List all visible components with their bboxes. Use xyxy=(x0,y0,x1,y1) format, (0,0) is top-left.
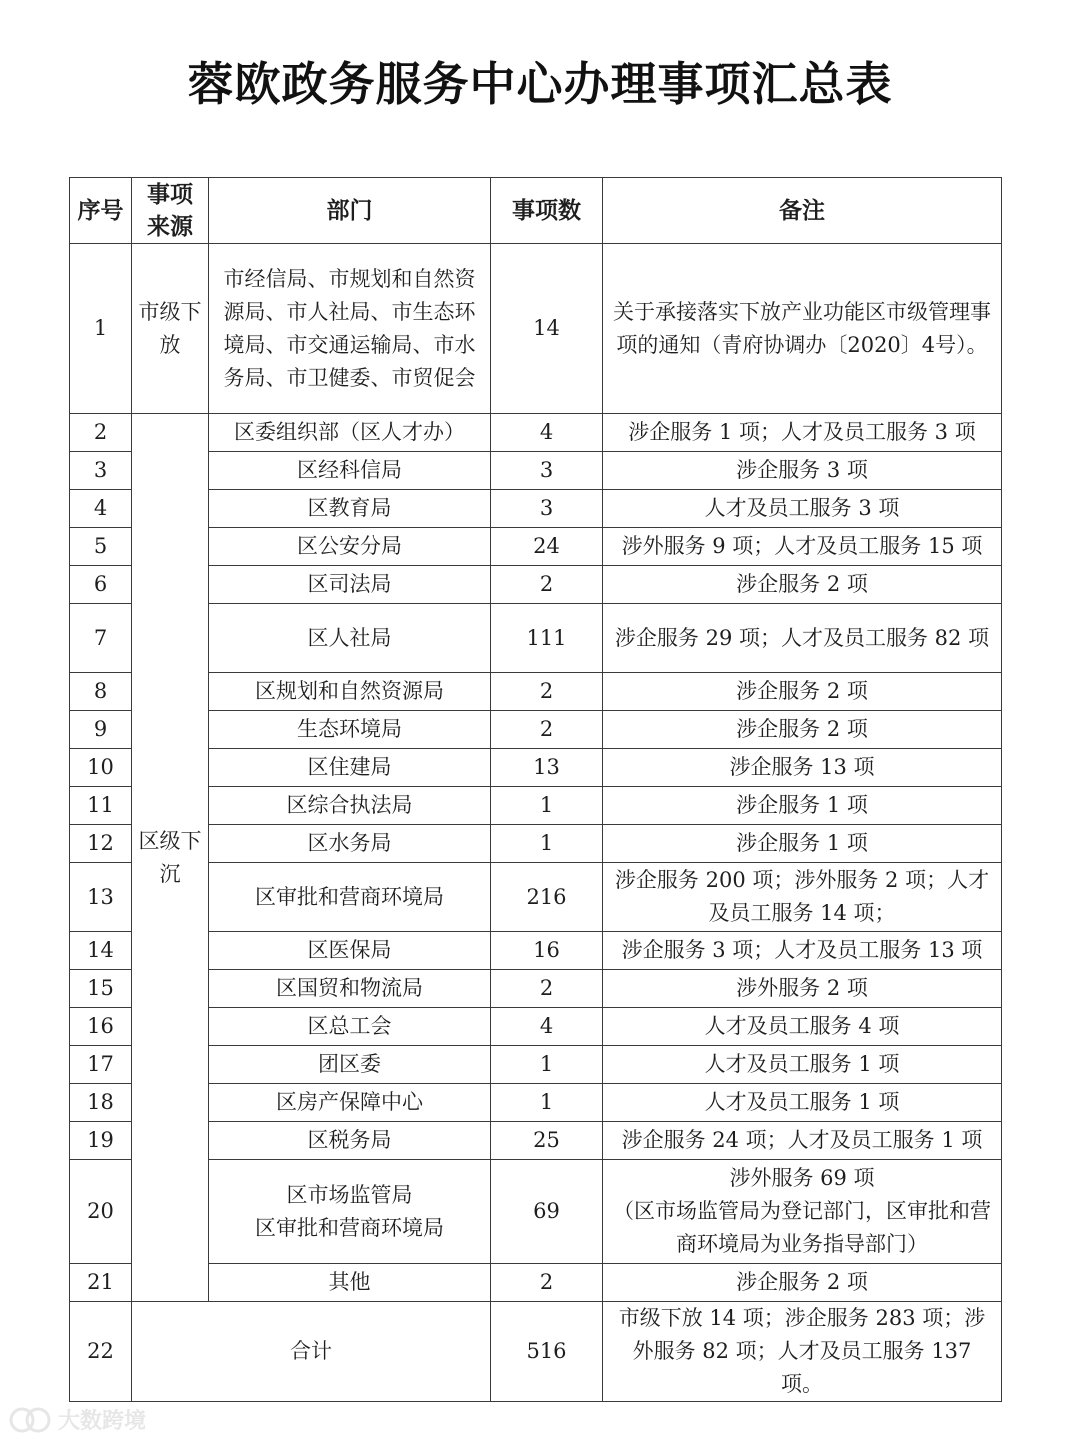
total-row xyxy=(70,1302,1002,1402)
dept-cell: 区综合执法局 xyxy=(209,787,491,825)
dept-cell: 区审批和营商环境局 xyxy=(209,863,491,932)
summary-table xyxy=(69,177,1002,1402)
table-row xyxy=(70,711,1002,749)
dept-cell: 区公安分局 xyxy=(209,528,491,566)
note-cell: 涉企服务 29 项；人才及员工服务 82 项 xyxy=(603,604,1002,673)
dept-cell: 区教育局 xyxy=(209,490,491,528)
count-cell: 2 xyxy=(491,711,603,749)
table-row xyxy=(70,673,1002,711)
seq-cell: 15 xyxy=(70,970,132,1008)
note-cell: 涉企服务 24 项；人才及员工服务 1 项 xyxy=(603,1122,1002,1160)
table-row xyxy=(70,1084,1002,1122)
seq-cell: 1 xyxy=(70,244,132,414)
source-cell: 区级下沉 xyxy=(132,414,209,1302)
note-cell: 涉企服务 2 项 xyxy=(603,711,1002,749)
count-cell: 2 xyxy=(491,566,603,604)
header-note: 备注 xyxy=(603,178,1002,244)
watermark xyxy=(8,1404,146,1435)
count-cell: 16 xyxy=(491,932,603,970)
seq-cell: 7 xyxy=(70,604,132,673)
note-cell: 涉企服务 200 项；涉外服务 2 项；人才及员工服务 14 项； xyxy=(603,863,1002,932)
count-cell: 14 xyxy=(491,244,603,414)
note-cell: 涉企服务 3 项 xyxy=(603,452,1002,490)
note-cell: 涉企服务 13 项 xyxy=(603,749,1002,787)
seq-cell: 3 xyxy=(70,452,132,490)
seq-cell: 5 xyxy=(70,528,132,566)
seq-cell: 10 xyxy=(70,749,132,787)
note-cell: 涉企服务 2 项 xyxy=(603,566,1002,604)
dept-cell: 区市场监管局 区审批和营商环境局 xyxy=(209,1160,491,1264)
table-row xyxy=(70,970,1002,1008)
seq-cell: 20 xyxy=(70,1160,132,1264)
seq-cell: 13 xyxy=(70,863,132,932)
watermark-text: 大数跨境 xyxy=(58,1409,147,1434)
count-cell: 2 xyxy=(491,673,603,711)
table-row xyxy=(70,490,1002,528)
header-row xyxy=(70,178,1002,244)
dept-cell: 区住建局 xyxy=(209,749,491,787)
dept-cell: 区人社局 xyxy=(209,604,491,673)
header-count: 事项数 xyxy=(491,178,603,244)
table-row xyxy=(70,825,1002,863)
seq-cell: 17 xyxy=(70,1046,132,1084)
table-row xyxy=(70,749,1002,787)
seq-cell: 8 xyxy=(70,673,132,711)
header-dept: 部门 xyxy=(209,178,491,244)
note-cell: 涉外服务 2 项 xyxy=(603,970,1002,1008)
header-seq: 序号 xyxy=(70,178,132,244)
note-cell: 人才及员工服务 4 项 xyxy=(603,1008,1002,1046)
seq-cell: 11 xyxy=(70,787,132,825)
source-cell: 市级下放 xyxy=(132,244,209,414)
count-cell: 1 xyxy=(491,825,603,863)
count-cell: 69 xyxy=(491,1160,603,1264)
total-count-cell: 516 xyxy=(491,1302,603,1402)
seq-cell: 18 xyxy=(70,1084,132,1122)
seq-cell: 14 xyxy=(70,932,132,970)
count-cell: 4 xyxy=(491,414,603,452)
count-cell: 3 xyxy=(491,490,603,528)
count-cell: 3 xyxy=(491,452,603,490)
seq-cell: 2 xyxy=(70,414,132,452)
dept-cell: 区总工会 xyxy=(209,1008,491,1046)
dept-cell: 区委组织部（区人才办） xyxy=(209,414,491,452)
note-cell: 涉企服务 2 项 xyxy=(603,1264,1002,1302)
note-cell: 人才及员工服务 1 项 xyxy=(603,1084,1002,1122)
table-row xyxy=(70,414,1002,452)
table-row xyxy=(70,1264,1002,1302)
dept-cell: 区税务局 xyxy=(209,1122,491,1160)
table-row xyxy=(70,244,1002,414)
seq-cell: 16 xyxy=(70,1008,132,1046)
dept-cell: 区国贸和物流局 xyxy=(209,970,491,1008)
seq-cell: 9 xyxy=(70,711,132,749)
dept-cell: 区规划和自然资源局 xyxy=(209,673,491,711)
total-label-cell: 合计 xyxy=(132,1302,491,1402)
table-row xyxy=(70,452,1002,490)
table-row xyxy=(70,787,1002,825)
total-seq-cell: 22 xyxy=(70,1302,132,1402)
dept-cell: 区经科信局 xyxy=(209,452,491,490)
count-cell: 1 xyxy=(491,1046,603,1084)
note-cell: 涉企服务 3 项；人才及员工服务 13 项 xyxy=(603,932,1002,970)
note-cell: 涉外服务 69 项 （区市场监管局为登记部门，区审批和营商环境局为业务指导部门） xyxy=(603,1160,1002,1264)
count-cell: 1 xyxy=(491,787,603,825)
count-cell: 216 xyxy=(491,863,603,932)
dept-cell: 区司法局 xyxy=(209,566,491,604)
count-cell: 2 xyxy=(491,1264,603,1302)
note-cell: 涉企服务 1 项 xyxy=(603,787,1002,825)
dept-cell: 市经信局、市规划和自然资源局、市人社局、市生态环境局、市交通运输局、市水务局、市卫健委、市贸促会 xyxy=(209,244,491,414)
header-source: 事项来源 xyxy=(132,178,209,244)
seq-cell: 19 xyxy=(70,1122,132,1160)
total-note-cell: 市级下放 14 项；涉企服务 283 项；涉外服务 82 项；人才及员工服务 137 项。 xyxy=(603,1302,1002,1402)
seq-cell: 4 xyxy=(70,490,132,528)
table-row xyxy=(70,1160,1002,1264)
dept-cell: 区房产保障中心 xyxy=(209,1084,491,1122)
table-row xyxy=(70,566,1002,604)
table-row xyxy=(70,1046,1002,1084)
seq-cell: 21 xyxy=(70,1264,132,1302)
dept-cell: 区医保局 xyxy=(209,932,491,970)
count-cell: 111 xyxy=(491,604,603,673)
count-cell: 13 xyxy=(491,749,603,787)
count-cell: 24 xyxy=(491,528,603,566)
table-row xyxy=(70,528,1002,566)
table-row xyxy=(70,932,1002,970)
note-cell: 人才及员工服务 1 项 xyxy=(603,1046,1002,1084)
count-cell: 25 xyxy=(491,1122,603,1160)
note-cell: 涉企服务 2 项 xyxy=(603,673,1002,711)
count-cell: 4 xyxy=(491,1008,603,1046)
page-title: 蓉欧政务服务中心办理事项汇总表 xyxy=(187,57,893,111)
dept-cell: 团区委 xyxy=(209,1046,491,1084)
table-row xyxy=(70,604,1002,673)
table-row xyxy=(70,1008,1002,1046)
note-cell: 涉企服务 1 项 xyxy=(603,825,1002,863)
dept-cell: 生态环境局 xyxy=(209,711,491,749)
table-row xyxy=(70,1122,1002,1160)
note-cell: 涉企服务 1 项；人才及员工服务 3 项 xyxy=(603,414,1002,452)
table-row xyxy=(70,863,1002,932)
watermark-logo-icon xyxy=(8,1406,52,1434)
note-cell: 人才及员工服务 3 项 xyxy=(603,490,1002,528)
count-cell: 1 xyxy=(491,1084,603,1122)
note-cell: 关于承接落实下放产业功能区市级管理事项的通知（青府协调办〔2020〕4号）。 xyxy=(603,244,1002,414)
seq-cell: 12 xyxy=(70,825,132,863)
seq-cell: 6 xyxy=(70,566,132,604)
dept-cell: 其他 xyxy=(209,1264,491,1302)
note-cell: 涉外服务 9 项；人才及员工服务 15 项 xyxy=(603,528,1002,566)
count-cell: 2 xyxy=(491,970,603,1008)
dept-cell: 区水务局 xyxy=(209,825,491,863)
